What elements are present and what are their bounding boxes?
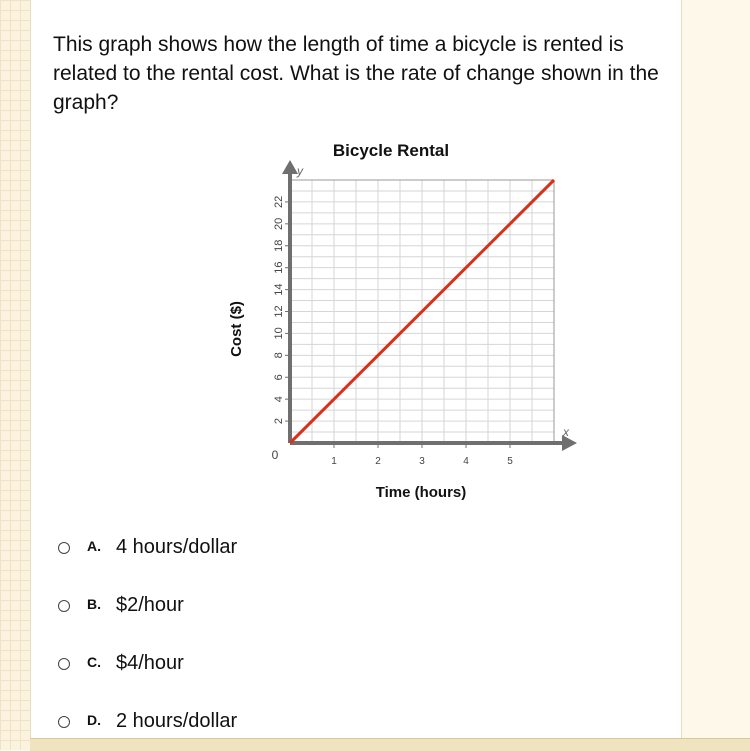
choice-letter: D.	[87, 712, 101, 728]
choice-text[interactable]: $2/hour	[116, 594, 184, 616]
x-tick-label: 2	[375, 456, 381, 467]
y-tick-label: 8	[273, 352, 285, 359]
y-tick-label: 16	[273, 261, 285, 274]
bottom-bar	[30, 738, 750, 751]
y-axis-letter: y	[297, 164, 303, 178]
radio-icon[interactable]	[58, 716, 70, 728]
radio-icon[interactable]	[58, 600, 70, 612]
x-tick-label: 3	[419, 456, 425, 467]
choice-text[interactable]: $4/hour	[116, 652, 184, 674]
choice-letter: C.	[87, 654, 101, 670]
x-tick-label: 5	[507, 456, 513, 467]
x-tick-labels	[331, 456, 513, 467]
y-tick-label: 2	[273, 418, 285, 425]
y-tick-label: 20	[273, 217, 285, 230]
y-axis-arrow-icon	[282, 160, 298, 174]
radio-icon[interactable]	[58, 542, 70, 554]
x-axis-label: Time (hours)	[375, 484, 467, 501]
y-tick-label: 14	[273, 283, 285, 296]
y-tick-label: 18	[273, 239, 285, 252]
question-text: This graph shows how the length of time a bicycle is rented is related to the rental cost. What is the rate of change shown in the graph?	[53, 33, 659, 114]
question-card	[30, 0, 682, 738]
x-tick-label: 1	[331, 456, 337, 467]
y-tick-labels	[273, 196, 285, 424]
y-tick-label: 22	[273, 195, 285, 209]
x-tick-label: 4	[463, 456, 469, 467]
y-tick-label: 6	[273, 374, 285, 381]
radio-icon[interactable]	[58, 658, 70, 670]
y-tick-label: 10	[273, 327, 285, 340]
choice-text[interactable]: 4 hours/dollar	[116, 536, 238, 558]
choice-letter: B.	[87, 596, 101, 612]
choice-text[interactable]: 2 hours/dollar	[116, 710, 238, 732]
y-tick-label: 4	[273, 396, 285, 403]
choice-letter: A.	[87, 538, 101, 554]
chart-title: Bicycle Rental	[332, 141, 450, 160]
left-gutter	[0, 0, 30, 750]
x-axis-letter: x	[563, 425, 569, 439]
bicycle-rental-chart	[179, 130, 599, 510]
origin-label: 0	[271, 448, 279, 462]
y-axis-label: Cost ($)	[228, 301, 245, 357]
y-tick-label: 12	[273, 305, 285, 318]
